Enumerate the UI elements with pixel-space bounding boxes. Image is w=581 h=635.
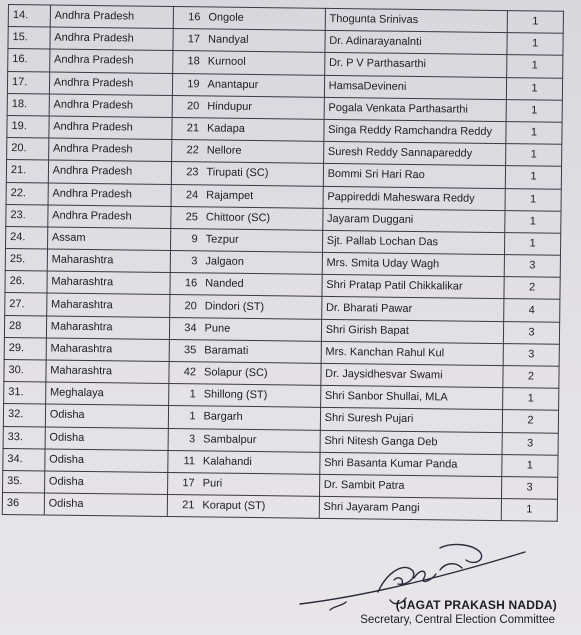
candidate-name-cell: Shri Basanta Kumar Panda (319, 452, 502, 476)
constituency-name-cell: Nandyal (204, 29, 325, 53)
constituency-number-cell: 22 (172, 140, 203, 163)
constituency-number-cell: 1 (169, 384, 200, 407)
count-cell: 1 (506, 99, 562, 122)
count-cell: 3 (502, 432, 558, 455)
candidate-name-cell: Jayaram Duggani (322, 208, 505, 232)
candidate-name-cell: Dr. P V Parthasarthi (324, 53, 507, 77)
serial-number-cell: 16. (8, 49, 50, 72)
serial-number-cell: 26. (5, 271, 47, 294)
state-cell: Odisha (45, 404, 168, 428)
constituency-name-cell: Kadapa (203, 118, 324, 142)
constituency-number-cell: 17 (173, 29, 204, 52)
serial-number-cell: 30. (4, 359, 46, 382)
constituency-name-cell: Bargarh (199, 406, 320, 430)
count-cell: 2 (504, 277, 560, 300)
count-cell: 1 (502, 454, 558, 477)
signatory-name: (JAGAT PRAKASH NADDA) (395, 598, 557, 612)
count-cell: 2 (502, 410, 558, 433)
candidate-name-cell: Pogala Venkata Parthasarthi (324, 97, 507, 121)
state-cell: Odisha (45, 449, 168, 473)
candidate-name-cell: Singa Reddy Ramchandra Reddy (324, 119, 507, 143)
candidate-name-cell: Pappireddi Maheswara Reddy (323, 186, 506, 210)
serial-number-cell: 19. (7, 115, 49, 138)
serial-number-cell: 28 (4, 315, 46, 338)
constituency-name-cell: Kurnool (204, 51, 325, 75)
constituency-number-cell: 35 (169, 339, 200, 362)
count-cell: 1 (503, 388, 559, 411)
serial-number-cell: 31. (4, 382, 46, 405)
count-cell: 1 (507, 55, 563, 78)
serial-number-cell: 22. (6, 182, 48, 205)
signatory-title: Secretary, Central Election Committee (360, 614, 555, 626)
count-cell: 2 (503, 366, 559, 389)
state-cell: Andhra Pradesh (49, 94, 172, 118)
constituency-number-cell: 20 (170, 295, 201, 318)
constituency-number-cell: 9 (170, 228, 201, 251)
candidate-name-cell: HamsaDevineni (324, 75, 507, 99)
constituency-name-cell: Anantapur (203, 73, 324, 97)
serial-number-cell: 34. (3, 448, 45, 471)
candidate-name-cell: Sjt. Pallab Lochan Das (322, 230, 505, 254)
state-cell: Maharashtra (46, 338, 169, 362)
constituency-number-cell: 21 (172, 117, 203, 140)
candidate-name-cell: Dr. Jaysidhesvar Swami (321, 363, 504, 387)
count-cell: 1 (506, 122, 562, 145)
candidate-name-cell: Mrs. Smita Uday Wagh (322, 252, 505, 276)
constituency-number-cell: 42 (169, 361, 200, 384)
state-cell: Andhra Pradesh (50, 27, 173, 51)
state-cell: Andhra Pradesh (48, 160, 171, 184)
constituency-name-cell: Baramati (200, 340, 321, 364)
constituency-number-cell: 17 (167, 472, 198, 495)
state-cell: Odisha (44, 471, 167, 495)
constituency-number-cell: 19 (172, 73, 203, 96)
serial-number-cell: 32. (3, 404, 45, 427)
count-cell: 1 (505, 188, 561, 211)
count-cell: 3 (503, 343, 559, 366)
serial-number-cell: 17. (7, 71, 49, 94)
state-cell: Odisha (45, 427, 168, 451)
state-cell: Maharashtra (47, 271, 170, 295)
candidate-name-cell: Shri Nitesh Ganga Deb (320, 430, 503, 454)
constituency-name-cell: Nellore (203, 140, 324, 164)
constituency-number-cell: 18 (173, 51, 204, 74)
candidate-name-cell: Shri Jayaram Pangi (319, 496, 502, 520)
constituency-name-cell: Tirupati (SC) (202, 162, 323, 186)
state-cell: Maharashtra (46, 316, 169, 340)
count-cell: 4 (504, 299, 560, 322)
count-cell: 1 (505, 166, 561, 189)
candidate-name-cell: Bommi Sri Hari Rao (323, 164, 506, 188)
candidate-name-cell: Mrs. Kanchan Rahul Kul (321, 341, 504, 365)
constituency-name-cell: Solapur (SC) (200, 362, 321, 386)
candidate-name-cell: Dr. Sambit Patra (319, 474, 502, 498)
serial-number-cell: 35. (3, 470, 45, 493)
state-cell: Andhra Pradesh (49, 116, 172, 140)
serial-number-cell: 15. (8, 27, 50, 50)
constituency-name-cell: Sambalpur (199, 428, 320, 452)
constituency-name-cell: Tezpur (202, 229, 323, 253)
constituency-number-cell: 34 (169, 317, 200, 340)
constituency-name-cell: Nanded (201, 273, 322, 297)
constituency-name-cell: Dindori (ST) (201, 295, 322, 319)
candidate-name-cell: Dr. Bharati Pawar (321, 297, 504, 321)
count-cell: 1 (507, 33, 563, 56)
constituency-name-cell: Jalgaon (201, 251, 322, 275)
serial-number-cell: 23. (6, 204, 48, 227)
constituency-number-cell: 21 (167, 495, 198, 518)
count-cell: 1 (507, 11, 563, 34)
constituency-name-cell: Puri (199, 473, 320, 497)
count-cell: 1 (505, 210, 561, 233)
state-cell: Odisha (44, 493, 167, 517)
constituency-number-cell: 16 (170, 273, 201, 296)
candidate-name-cell: Shri Pratap Patil Chikkalikar (322, 275, 505, 299)
constituency-number-cell: 16 (173, 7, 204, 30)
candidate-table (2, 4, 564, 522)
serial-number-cell: 14. (8, 5, 50, 28)
candidate-name-cell: Dr. Adinarayanalnti (325, 31, 508, 55)
serial-number-cell: 21. (6, 160, 48, 183)
serial-number-cell: 27. (5, 293, 47, 316)
constituency-name-cell: Kalahandi (199, 451, 320, 475)
state-cell: Maharashtra (46, 360, 169, 384)
state-cell: Assam (47, 227, 170, 251)
constituency-name-cell: Hindupur (203, 96, 324, 120)
serial-number-cell: 33. (3, 426, 45, 449)
state-cell: Andhra Pradesh (48, 138, 171, 162)
constituency-name-cell: Shillong (ST) (200, 384, 321, 408)
state-cell: Andhra Pradesh (49, 72, 172, 96)
candidate-name-cell: Thogunta Srinivas (325, 8, 508, 32)
count-cell: 1 (506, 77, 562, 100)
constituency-number-cell: 20 (172, 95, 203, 118)
constituency-name-cell: Koraput (ST) (198, 495, 319, 519)
candidate-name-cell: Shri Suresh Pujari (320, 408, 503, 432)
state-cell: Andhra Pradesh (48, 183, 171, 207)
serial-number-cell: 29. (4, 337, 46, 360)
constituency-number-cell: 3 (168, 428, 199, 451)
candidate-name-cell: Suresh Reddy Sannapareddy (323, 141, 506, 165)
serial-number-cell: 24. (6, 226, 48, 249)
constituency-number-cell: 3 (170, 251, 201, 274)
constituency-name-cell: Pune (200, 318, 321, 342)
constituency-name-cell: Rajampet (202, 184, 323, 208)
state-cell: Meghalaya (45, 382, 168, 406)
candidate-name-cell: Shri Sanbor Shullai, MLA (320, 386, 503, 410)
constituency-number-cell: 1 (168, 406, 199, 429)
serial-number-cell: 20. (7, 138, 49, 161)
constituency-number-cell: 25 (171, 206, 202, 229)
count-cell: 1 (506, 144, 562, 167)
count-cell: 3 (501, 477, 557, 500)
constituency-number-cell: 11 (168, 450, 199, 473)
constituency-number-cell: 24 (171, 184, 202, 207)
state-cell: Andhra Pradesh (49, 49, 172, 73)
count-cell: 1 (504, 232, 560, 255)
state-cell: Maharashtra (46, 293, 169, 317)
candidate-name-cell: Shri Girish Bapat (321, 319, 504, 343)
constituency-name-cell: Chittoor (SC) (202, 207, 323, 231)
count-cell: 3 (503, 321, 559, 344)
state-cell: Andhra Pradesh (50, 5, 173, 29)
count-cell: 3 (504, 255, 560, 278)
count-cell: 1 (501, 499, 557, 522)
state-cell: Maharashtra (47, 249, 170, 273)
candidate-list-sheet (2, 4, 564, 522)
constituency-number-cell: 23 (171, 162, 202, 185)
state-cell: Andhra Pradesh (48, 205, 171, 229)
constituency-name-cell: Ongole (204, 7, 325, 31)
serial-number-cell: 25. (5, 249, 47, 272)
serial-number-cell: 36 (2, 493, 44, 516)
serial-number-cell: 18. (7, 93, 49, 116)
